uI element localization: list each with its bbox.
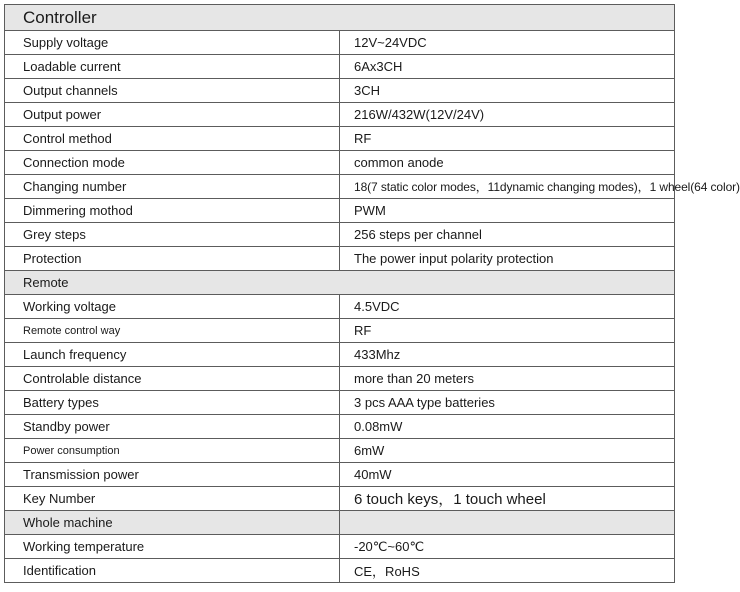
row-label: Changing number <box>5 175 340 199</box>
section-heading-remote: Remote <box>5 271 675 295</box>
table-row <box>5 559 675 583</box>
row-value: 433Mhz <box>340 343 675 367</box>
table-row <box>5 535 675 559</box>
row-value: 3 pcs AAA type batteries <box>340 391 675 415</box>
table-row <box>5 247 675 271</box>
table-row <box>5 439 675 463</box>
section-whole-machine <box>5 511 675 535</box>
row-label: Controlable distance <box>5 367 340 391</box>
table-row <box>5 55 675 79</box>
spec-table <box>4 4 740 583</box>
row-label: Protection <box>5 247 340 271</box>
row-value: CE，RoHS <box>340 559 675 583</box>
row-label: Output power <box>5 103 340 127</box>
section-heading-controller: Controller <box>5 5 675 31</box>
table-row <box>5 391 675 415</box>
table-row <box>5 151 675 175</box>
table-row <box>5 127 675 151</box>
section-controller <box>5 5 675 31</box>
table-row <box>5 103 675 127</box>
table-row <box>5 415 675 439</box>
row-label: Transmission power <box>5 463 340 487</box>
row-label: Identification <box>5 559 340 583</box>
row-label: Power consumption <box>5 439 340 463</box>
table-row <box>5 295 675 319</box>
table-row <box>5 343 675 367</box>
row-value: -20℃~60℃ <box>340 535 675 559</box>
row-label: Key Number <box>5 487 340 511</box>
table-row <box>5 31 675 55</box>
row-label: Loadable current <box>5 55 340 79</box>
section-remote <box>5 271 675 295</box>
row-label: Supply voltage <box>5 31 340 55</box>
section-heading-blank <box>340 511 675 535</box>
table-row <box>5 223 675 247</box>
table-row <box>5 319 675 343</box>
row-value: RF <box>340 319 675 343</box>
table-row <box>5 79 675 103</box>
row-label: Battery types <box>5 391 340 415</box>
table-row <box>5 175 675 199</box>
row-value: 3CH <box>340 79 675 103</box>
table-row <box>5 463 675 487</box>
row-value: The power input polarity protection <box>340 247 675 271</box>
spec-sheet <box>4 4 740 583</box>
row-label: Working temperature <box>5 535 340 559</box>
row-label: Dimmering mothod <box>5 199 340 223</box>
row-value: 256 steps per channel <box>340 223 675 247</box>
row-value: PWM <box>340 199 675 223</box>
row-label: Working voltage <box>5 295 340 319</box>
row-label: Connection mode <box>5 151 340 175</box>
table-row <box>5 367 675 391</box>
row-value: RF <box>340 127 675 151</box>
row-label: Remote control way <box>5 319 340 343</box>
row-label: Grey steps <box>5 223 340 247</box>
row-value: 4.5VDC <box>340 295 675 319</box>
row-value: 6 touch keys，1 touch wheel <box>340 487 675 511</box>
row-label: Output channels <box>5 79 340 103</box>
row-value: 40mW <box>340 463 675 487</box>
row-value: 0.08mW <box>340 415 675 439</box>
row-value: 6Ax3CH <box>340 55 675 79</box>
table-row <box>5 199 675 223</box>
row-label: Control method <box>5 127 340 151</box>
row-value: 12V~24VDC <box>340 31 675 55</box>
row-value: 6mW <box>340 439 675 463</box>
row-value: common anode <box>340 151 675 175</box>
row-label: Standby power <box>5 415 340 439</box>
row-value: 216W/432W(12V/24V) <box>340 103 675 127</box>
row-value: 18(7 static color modes，11dynamic changing modes)，1 wheel(64 color) <box>340 175 675 199</box>
table-row <box>5 487 675 511</box>
section-heading-whole-machine: Whole machine <box>5 511 340 535</box>
row-value: more than 20 meters <box>340 367 675 391</box>
row-label: Launch frequency <box>5 343 340 367</box>
